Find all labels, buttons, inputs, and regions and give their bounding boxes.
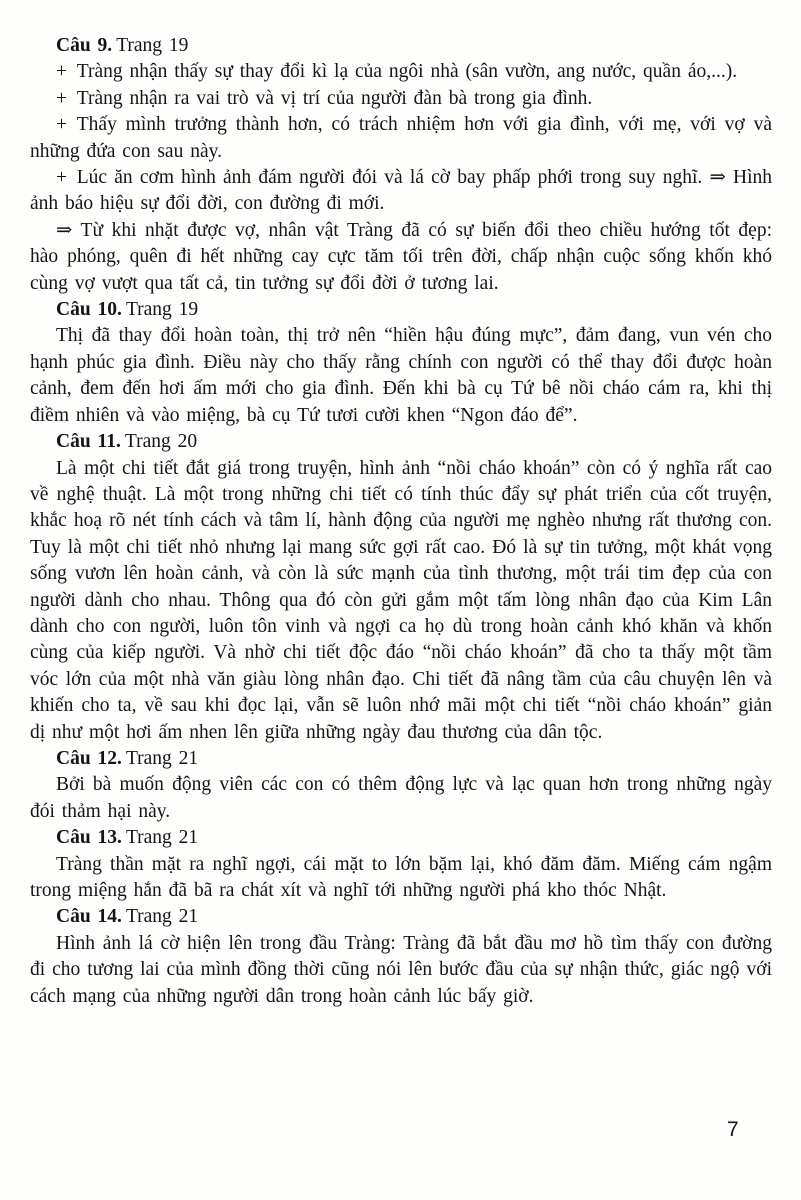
qa-section-cau-13: [30, 825, 772, 904]
question-number: Câu 12.: [56, 747, 122, 769]
question-page-ref: Trang 21: [125, 827, 199, 849]
answer-paragraph: ⇒ Từ khi nhặt được vợ, nhân vật Tràng đã có sự biến đổi theo chiều hướng tốt đẹp: hào phóng, quên đi hết những cay cực tăm tối trên đời, chấp nhận cuộc sống khốn khó cùng vợ vượt qua tất cả, tin tưởng sự đổi đời ở tương lai.: [30, 219, 772, 294]
qa-section-cau-14: [30, 904, 772, 1010]
question-heading: [30, 904, 772, 930]
question-page-ref: Trang 21: [125, 747, 199, 769]
qa-section-cau-10: [30, 297, 772, 429]
question-number: Câu 11.: [56, 431, 121, 453]
answer-paragraph: + Lúc ăn cơm hình ảnh đám người đói và lá cờ bay phấp phới trong suy nghĩ. ⇒ Hình ảnh báo hiệu sự đổi đời, con đường đi mới.: [30, 167, 772, 215]
question-page-ref: Trang 21: [125, 906, 199, 928]
question-page-ref: Trang 19: [125, 299, 199, 321]
question-number: Câu 10.: [56, 299, 122, 321]
answer-paragraph: + Tràng nhận ra vai trò và vị trí của người đàn bà trong gia đình.: [56, 87, 593, 109]
answer-paragraph: Bởi bà muốn động viên các con có thêm động lực và lạc quan hơn trong những ngày đói thảm hại này.: [30, 774, 772, 822]
question-page-ref: Trang 19: [116, 35, 189, 56]
page-number: 7: [727, 1118, 739, 1141]
page-content: [30, 33, 772, 1010]
answer-paragraph: + Thấy mình trưởng thành hơn, có trách nhiệm hơn với gia đình, với mẹ, với vợ và những đứa con sau này.: [30, 114, 772, 162]
question-page-ref: Trang 20: [124, 431, 198, 453]
question-heading: [30, 746, 772, 772]
answer-paragraph: + Tràng nhận thấy sự thay đổi kì lạ của ngôi nhà (sân vườn, ang nước, quần áo,...).: [56, 61, 738, 83]
qa-section-cau-9: [30, 33, 772, 297]
question-number: Câu 14.: [56, 906, 122, 928]
question-heading: [30, 429, 772, 455]
answer-paragraph: Thị đã thay đổi hoàn toàn, thị trở nên “hiền hậu đúng mực”, đảm đang, vun vén cho hạnh phúc gia đình. Điều này cho thấy rằng chính con người có thể thay đổi được hoàn cảnh, đem đến hơi ấm mới cho gia đình. Đến khi bà cụ Tứ bê nồi cháo cám ra, khi thị điềm nhiên và vào miệng, bà cụ Tứ tươi cười khen “Ngon đáo để”.: [30, 325, 772, 426]
qa-section-cau-11: [30, 429, 772, 746]
question-heading: [30, 33, 772, 59]
qa-section-cau-12: [30, 746, 772, 825]
answer-paragraph: Hình ảnh lá cờ hiện lên trong đầu Tràng: Tràng đã bắt đầu mơ hồ tìm thấy con đường đi cho tương lai của mình đồng thời cũng nói lên bước đầu của sự nhận thức, giác ngộ với cách mạng của những người dân trong hoàn cảnh lúc bấy giờ.: [30, 932, 772, 1007]
answer-paragraph: Là một chi tiết đắt giá trong truyện, hình ảnh “nồi cháo khoán” còn có ý nghĩa rất cao về nghệ thuật. Là một trong những chi tiết có tính thúc đẩy sự phát triển của cốt truyện, khắc hoạ rõ nét tính cách và tâm lí, hành động của người mẹ nghèo nhưng rất thương con. Tuy là một chi tiết nhỏ nhưng lại mang sức gợi rất cao. Đó là sự tin tưởng, một khát vọng sống vươn lên hoàn cảnh, và còn là sức mạnh của tình thương, một trái tim đẹp của con người dành cho nhau. Thông qua đó còn gửi gắm một tấm lòng nhân đạo của Kim Lân dành cho con người, luôn tôn vinh và ngợi ca họ dù trong hoàn cảnh khó khăn và khốn cùng của kiếp người. Và nhờ chi tiết độc đáo “nồi cháo khoán” đã cho ta thấy một tầm vóc lớn của một nhà văn giàu lòng nhân đạo. Chi tiết đã nâng tầm của câu chuyện lên và khiến cho ta, về sau khi đọc lại, vẫn sẽ luôn nhớ mãi một chi tiết “nồi cháo khoán” giản dị như một hơi ấm nhen lên giữa những ngày đau thương của dân tộc.: [30, 457, 772, 743]
question-number: Câu 9.: [56, 35, 113, 56]
answer-paragraph: Tràng thần mặt ra nghĩ ngợi, cái mặt to lớn bặm lại, khó đăm đăm. Miếng cám ngậm trong miệng hắn đã bã ra chát xít và nghĩ tới những người phá kho thóc Nhật.: [30, 853, 772, 901]
question-heading: [30, 825, 772, 851]
question-number: Câu 13.: [56, 827, 122, 849]
question-heading: [30, 297, 772, 323]
